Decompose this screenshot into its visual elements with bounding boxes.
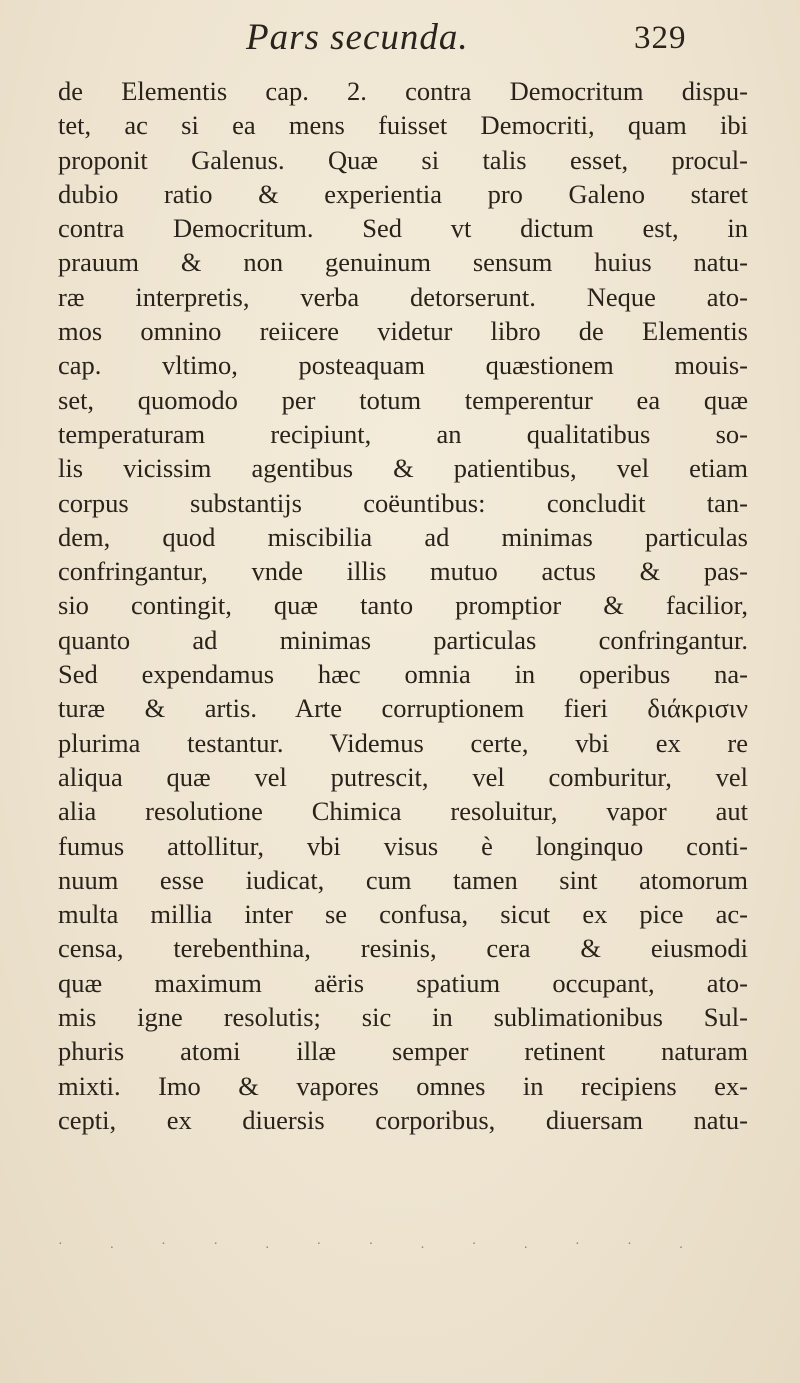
- text-line: contra Democritum. Sed vt dictum est, in: [58, 213, 748, 244]
- text-line: prauum & non genuinum sensum huius natu-: [58, 247, 748, 278]
- text-line: quanto ad minimas particulas confringantur.: [58, 624, 748, 655]
- running-title: Pars secunda.: [246, 17, 469, 58]
- text-line: mixti. Imo & vapores omnes in recipiens ex-: [58, 1070, 748, 1101]
- text-line: ræ interpretis, verba detorserunt. Neque ato-: [58, 281, 748, 312]
- text-line: lis vicissim agentibus & patientibus, vel etiam: [58, 453, 748, 484]
- text-line: confringantur, vnde illis mutuo actus & pas-: [58, 556, 748, 587]
- text-line: mis igne resolutis; sic in sublimationibus Sul-: [58, 1002, 748, 1033]
- show-through-specks: · . · · . · · . · . · · .: [58, 1237, 705, 1252]
- text-line: dem, quod miscibilia ad minimas particulas: [58, 521, 748, 552]
- text-line: multa millia inter se confusa, sicut ex pice ac-: [58, 899, 748, 930]
- text-line: dubio ratio & experientia pro Galeno staret: [58, 178, 748, 209]
- text-line: cap. vltimo, posteaquam quæstionem mouis-: [58, 350, 748, 381]
- text-line: fumus attollitur, vbi visus è longinquo conti-: [58, 830, 748, 861]
- text-line: corpus substantijs coëuntibus: concludit tan-: [58, 487, 748, 518]
- running-head: [0, 10, 800, 70]
- text-line: aliqua quæ vel putrescit, vel comburitur, vel: [58, 761, 748, 792]
- text-line: nuum esse iudicat, cum tamen sint atomorum: [58, 864, 748, 895]
- text-line: turæ & artis. Arte corruptionem fieri διάκρισιν: [58, 693, 748, 724]
- page-number: 329: [634, 20, 687, 56]
- text-line: cepti, ex diuersis corporibus, diuersam natu-: [58, 1104, 748, 1135]
- text-line: plurima testantur. Videmus certe, vbi ex re: [58, 727, 748, 758]
- text-line: mos omnino reiicere videtur libro de Elementis: [58, 316, 748, 347]
- text-line: temperaturam recipiunt, an qualitatibus so-: [58, 418, 748, 449]
- text-line: sio contingit, quæ tanto promptior & facilior,: [58, 590, 748, 621]
- text-line: phuris atomi illæ semper retinent naturam: [58, 1036, 748, 1067]
- text-line: censa, terebenthina, resinis, cera & eiusmodi: [58, 933, 748, 964]
- text-line: Sed expendamus hæc omnia in operibus na-: [58, 659, 748, 690]
- body-text: [58, 74, 748, 1137]
- text-line: alia resolutione Chimica resoluitur, vapor aut: [58, 796, 748, 827]
- text-line: quæ maximum aëris spatium occupant, ato-: [58, 967, 748, 998]
- text-line: tet, ac si ea mens fuisset Democriti, quam ibi: [58, 110, 748, 141]
- text-line: set, quomodo per totum temperentur ea quæ: [58, 384, 748, 415]
- text-line: proponit Galenus. Quæ si talis esset, procul-: [58, 144, 748, 175]
- text-line: de Elementis cap. 2. contra Democritum dispu-: [58, 76, 748, 106]
